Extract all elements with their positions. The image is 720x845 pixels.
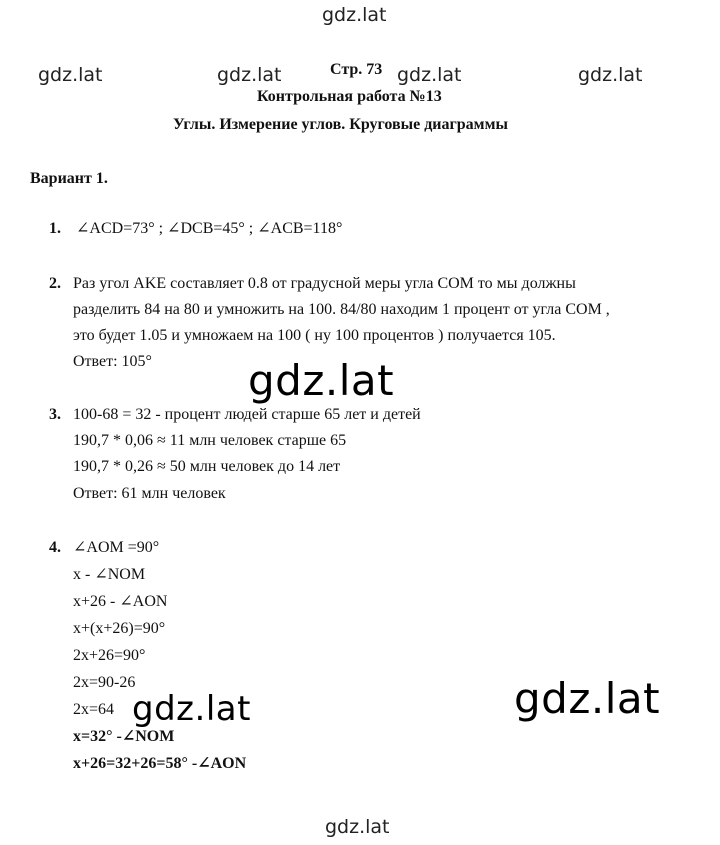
task-1-number: 1. [49, 220, 61, 237]
watermark-row-4: gdz.lat [578, 64, 643, 86]
task-4-line: 2x=90-26 [73, 674, 136, 691]
task-3-number: 3. [49, 406, 61, 423]
task-3-line: 100-68 = 32 - процент людей старше 65 лет и детей [73, 406, 421, 423]
task-3-line: 190,7 * 0,06 ≈ 11 млн человек старше 65 [73, 432, 347, 449]
task-2-number: 2. [49, 275, 61, 292]
variant-heading: Вариант 1. [30, 170, 108, 187]
page-number: Стр. 73 [330, 61, 383, 78]
watermark-row-1: gdz.lat [38, 64, 103, 86]
watermark-mid: gdz.lat [248, 356, 395, 405]
task-4-line: x+(x+26)=90° [73, 620, 166, 637]
task-4-number: 4. [49, 539, 61, 556]
task-4-line: x - ∠NOM [73, 566, 146, 583]
task-3-line: 190,7 * 0,26 ≈ 50 млн человек до 14 лет [73, 458, 341, 475]
task-4-result-aon: x+26=32+26=58° -∠AON [73, 755, 247, 772]
watermark-lower-left: gdz.lat [130, 692, 255, 726]
work-title: Контрольная работа №13 [257, 88, 442, 105]
watermark-lower-right: gdz.lat [514, 674, 661, 723]
task-1-line: ∠ACD=73° ; ∠DCB=45° ; ∠ACB=118° [76, 220, 343, 237]
task-4-line: 2x=64 [73, 701, 115, 718]
task-4-result-x: x=32° -∠NOM [73, 728, 175, 745]
task-2-line: Ответ: 105° [73, 353, 152, 370]
task-2-line: разделить 84 на 80 и умножить на 100. 84/80 находим 1 процент от угла COM , [73, 301, 610, 318]
task-3-line: Ответ: 61 млн человек [73, 485, 226, 502]
topic-title: Углы. Измерение углов. Круговые диаграммы [173, 116, 508, 133]
watermark-row-3: gdz.lat [397, 64, 462, 86]
watermark-row-2: gdz.lat [217, 64, 282, 86]
task-2-line: это будет 1.05 и умножаем на 100 ( ну 100 процентов ) получается 105. [73, 327, 556, 344]
task-4-line: x+26 - ∠AON [73, 593, 168, 610]
task-2-line: Раз угол AKE составляет 0.8 от градусной меры угла COM то мы должны [73, 275, 576, 292]
watermark-top: gdz.lat [322, 4, 387, 26]
task-4-line: 2x+26=90° [73, 647, 146, 664]
task-4-line: ∠AOM =90° [73, 539, 160, 556]
watermark-bottom: gdz.lat [325, 816, 390, 838]
